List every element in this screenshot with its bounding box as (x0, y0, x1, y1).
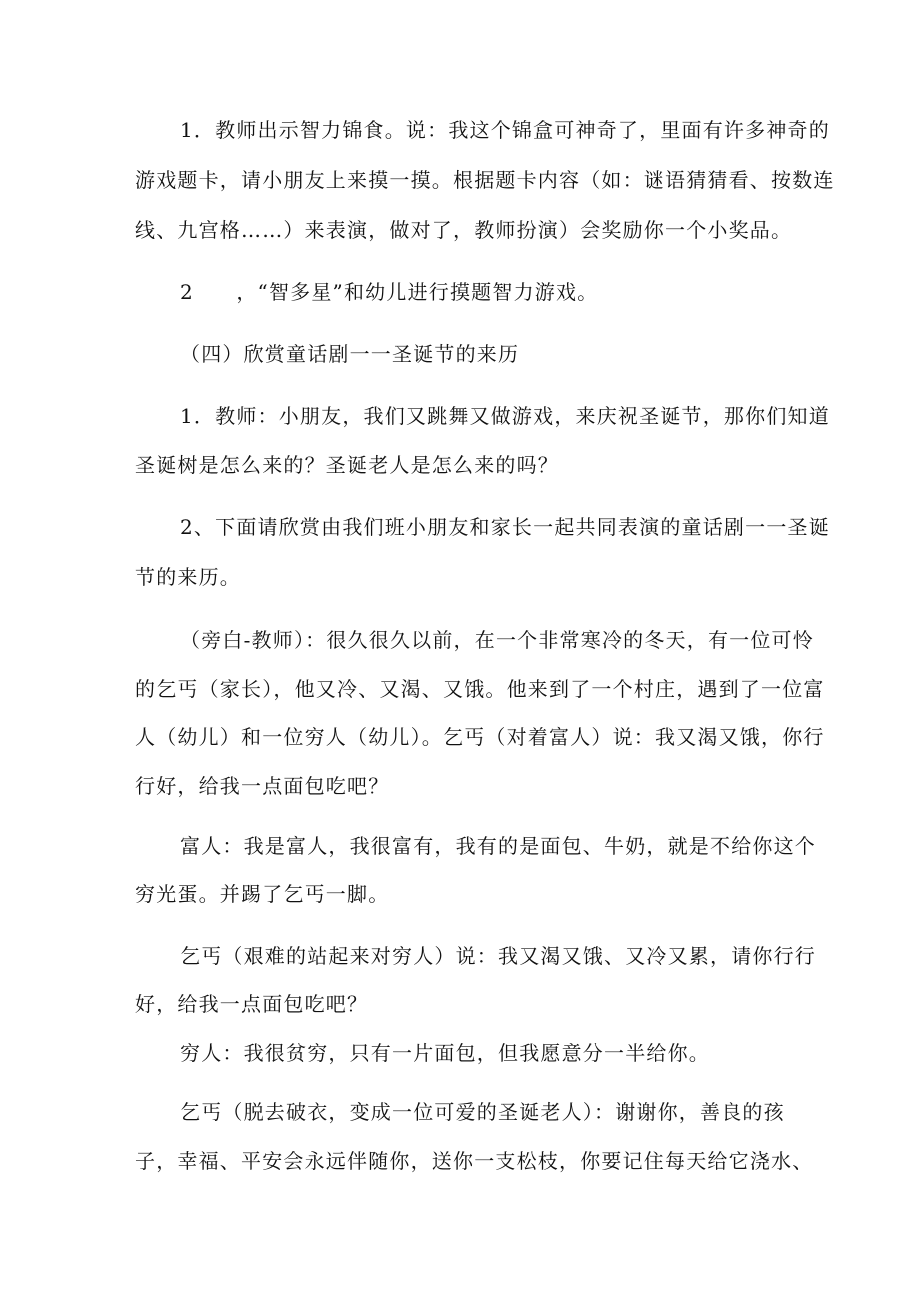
paragraph-1-line-1: 1．教师出示智力锦食。说：我这个锦盒可神奇了，里面有许多神奇的 (180, 118, 830, 142)
paragraph-10-line-1: 乞丐（脱去破衣，变成一位可爱的圣诞老人）：谢谢你，善良的孩 (180, 1100, 785, 1124)
paragraph-4-line-1: 1．教师：小朋友，我们又跳舞又做游戏，来庆祝圣诞节，那你们知道 (180, 404, 830, 428)
paragraph-6-line-1: （旁白-教师）：很久很久以前，在一个非常寒冷的冬天，有一位可怜 (180, 628, 814, 652)
paragraph-10-line-2: 子，幸福、平安会永远伴随你，送你一支松枝，你要记住每天给它浇水、 (135, 1149, 814, 1173)
paragraph-6-line-4: 行好，给我一点面包吃吧？ (135, 774, 390, 798)
paragraph-7-line-2: 穷光蛋。并踢了乞丐一脚。 (135, 882, 390, 906)
paragraph-8-line-1: 乞丐（艰难的站起来对穷人）说：我又渴又饿、又冷又累，请你行行 (180, 944, 816, 968)
paragraph-7-line-1: 富人：我是富人，我很富有，我有的是面包、牛奶，就是不给你这个 (180, 834, 816, 858)
paragraph-1-line-3: 线、九宫格……）来表演，做对了，教师扮演）会奖励你一个小奖品。 (135, 218, 793, 242)
paragraph-6-line-2: 的乞丐（家长），他又冷、又渴、又饿。他来到了一个村庄，遇到了一位富 (135, 677, 825, 701)
paragraph-9-line-1: 穷人：我很贫穷，只有一片面包，但我愿意分一半给你。 (180, 1041, 710, 1065)
paragraph-2-line-1: 2 ，“智多星”和幼儿进行摸题智力游戏。 (180, 280, 599, 304)
section-heading-four: （四）欣赏童话剧一一圣诞节的来历 (180, 342, 520, 366)
paragraph-5-line-1: 2、下面请欣赏由我们班小朋友和家长一起共同表演的童话剧一一圣诞 (180, 515, 830, 539)
paragraph-6-line-3: 人（幼儿）和一位穷人（幼儿）。乞丐（对着富人）说：我又渴又饿，你行 (135, 725, 825, 749)
paragraph-1-line-2: 游戏题卡，请小朋友上来摸一摸。根据题卡内容（如：谜语猜猜看、按数连 (135, 168, 835, 192)
paragraph-8-line-2: 好，给我一点面包吃吧？ (135, 992, 369, 1016)
paragraph-4-line-2: 圣诞树是怎么来的？圣诞老人是怎么来的吗？ (135, 453, 559, 477)
paragraph-5-line-2: 节的来历。 (135, 565, 241, 589)
